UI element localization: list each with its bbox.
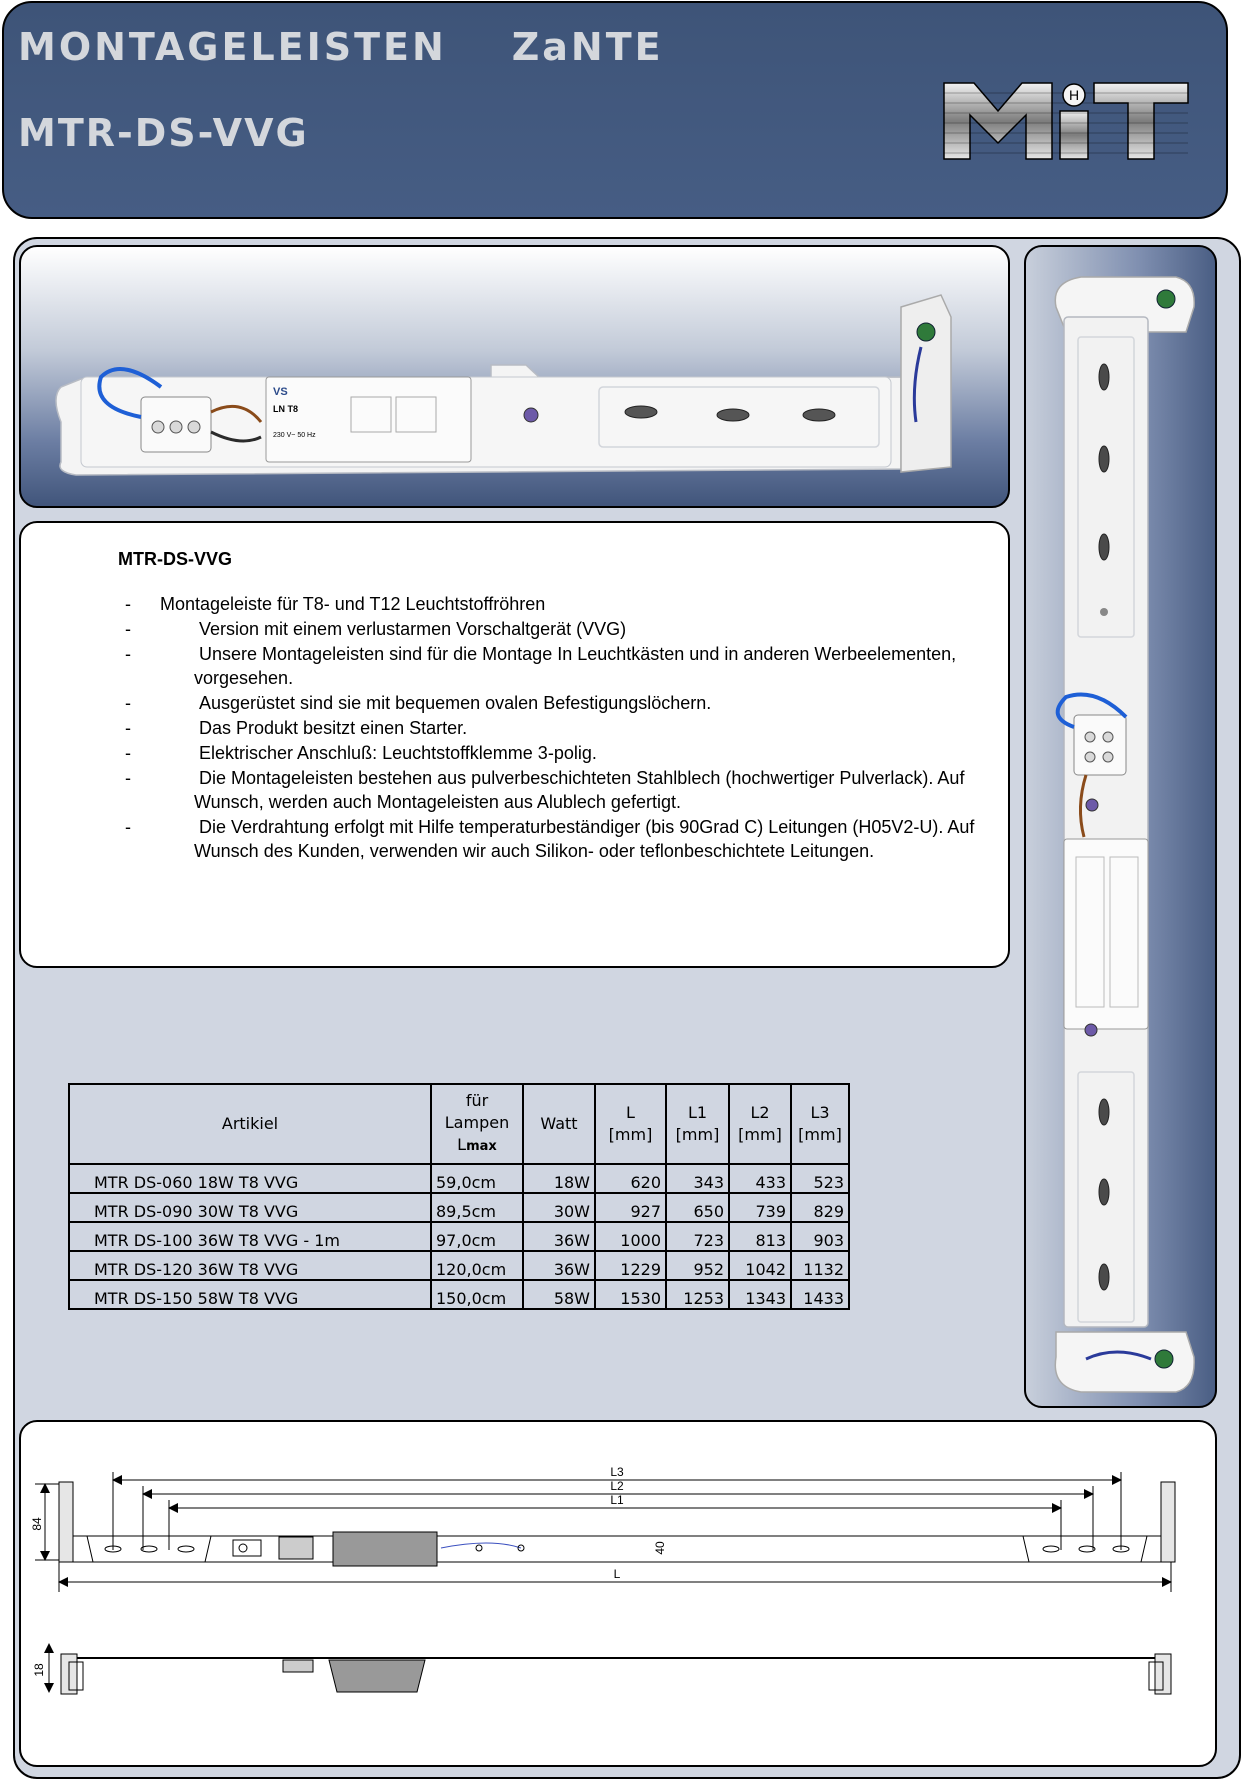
mounting-rail-photo	[21, 247, 1010, 508]
feature-item: - Elektrischer Anschluß: Leuchtstoffklemme 3-polig.	[125, 743, 597, 763]
table-row: MTR DS-060 18W T8 VVG 59,0cm 18W 620 343 433 523	[69, 1164, 849, 1193]
lamp-socket	[1157, 290, 1175, 308]
table-row: MTR DS-120 36W T8 VVG 120,0cm 36W 1229 952 1042 1132	[69, 1251, 849, 1280]
description-title: MTR-DS-VVG	[118, 549, 232, 569]
bullet-dash: -	[125, 693, 131, 713]
label-l1: L1	[610, 1493, 624, 1507]
mounting-rail-photo-vertical	[1026, 247, 1217, 1408]
ballast-drawing	[333, 1532, 437, 1566]
lamp-socket	[917, 323, 935, 341]
feature-list	[120, 592, 980, 864]
ballast	[266, 377, 471, 462]
bullet-dash: -	[125, 718, 131, 738]
table-row: MTR DS-100 36W T8 VVG - 1m 97,0cm 36W 1000 723 813 903	[69, 1222, 849, 1251]
label-l: L	[613, 1567, 621, 1581]
header-lamp: für Lampen Lmax	[431, 1084, 523, 1164]
table-header-row	[69, 1084, 849, 1164]
feature-item: - Ausgerüstet sind sie mit bequemen ovalen Befestigungslöchern.	[125, 693, 712, 713]
ballast	[1064, 839, 1148, 1029]
page-title: MONTAGELEISTEN ZaNTE	[18, 25, 664, 69]
header-l2: L2 [mm]	[729, 1084, 791, 1164]
bullet-dash: -	[125, 768, 131, 788]
bullet-dash: -	[125, 644, 131, 664]
technical-drawing-panel	[19, 1420, 1217, 1767]
header-watt: Watt	[523, 1084, 595, 1164]
mit-logo	[942, 81, 1190, 161]
product-photo-vertical	[1024, 245, 1217, 1408]
oval-hole	[803, 409, 835, 421]
label-height: 84	[30, 1517, 44, 1531]
page-subtitle: MTR-DS-VVG	[18, 111, 309, 155]
logo-letter: H	[1068, 87, 1080, 103]
spec-table	[68, 1083, 850, 1310]
label-side: 18	[32, 1663, 46, 1677]
header-banner	[2, 1, 1228, 219]
feature-item: - Die Verdrahtung erfolgt mit Hilfe temperaturbeständiger (bis 90Grad C) Leitungen (H05V2-U). Auf Wunsch des Kunden, verwenden wir auch Silikon- oder teflonbeschichtete Leitungen.	[125, 817, 975, 861]
label-width: 40	[653, 1541, 667, 1555]
ballast-brand: VS	[273, 386, 288, 398]
feature-item: - Das Produkt besitzt einen Starter.	[125, 718, 468, 738]
label-l2: L2	[610, 1479, 624, 1493]
header-l1: L1 [mm]	[666, 1084, 729, 1164]
feature-item: - Die Montageleisten bestehen aus pulverbeschichteten Stahlblech (hochwertiger Pulverlack). Auf Wunsch, werden auch Montageleisten aus Alublech gefertigt.	[125, 768, 965, 812]
label-l3: L3	[610, 1465, 624, 1479]
product-photo-horizontal	[19, 245, 1010, 508]
oval-hole	[625, 406, 657, 418]
bullet-dash: -	[125, 817, 131, 837]
table-row: MTR DS-150 58W T8 VVG 150,0cm 58W 1530 1253 1343 1433	[69, 1280, 849, 1309]
bullet-dash: -	[125, 743, 131, 763]
header-l: L [mm]	[595, 1084, 666, 1164]
feature-item: - Montageleiste für T8- und T12 Leuchtstoffröhren	[125, 594, 546, 614]
header-article: Artikiel	[69, 1084, 431, 1164]
terminal-block	[1074, 715, 1126, 775]
bullet-dash: -	[125, 594, 131, 614]
lamp-socket	[1155, 1350, 1173, 1368]
technical-drawing	[21, 1422, 1217, 1767]
terminal-block	[279, 1537, 313, 1559]
ballast-model: LN T8	[273, 404, 299, 414]
ballast-rating: 230 V~ 50 Hz	[273, 432, 316, 439]
header-l3: L3 [mm]	[791, 1084, 849, 1164]
feature-item: - Unsere Montageleisten sind für die Montage In Leuchtkästen und in anderen Werbeelementen, vorgesehen.	[125, 644, 957, 688]
oval-hole	[717, 409, 749, 421]
feature-item: - Version mit einem verlustarmen Vorschaltgerät (VVG)	[125, 619, 627, 639]
table-row: MTR DS-090 30W T8 VVG 89,5cm 30W 927 650 739 829	[69, 1193, 849, 1222]
bullet-dash: -	[125, 619, 131, 639]
